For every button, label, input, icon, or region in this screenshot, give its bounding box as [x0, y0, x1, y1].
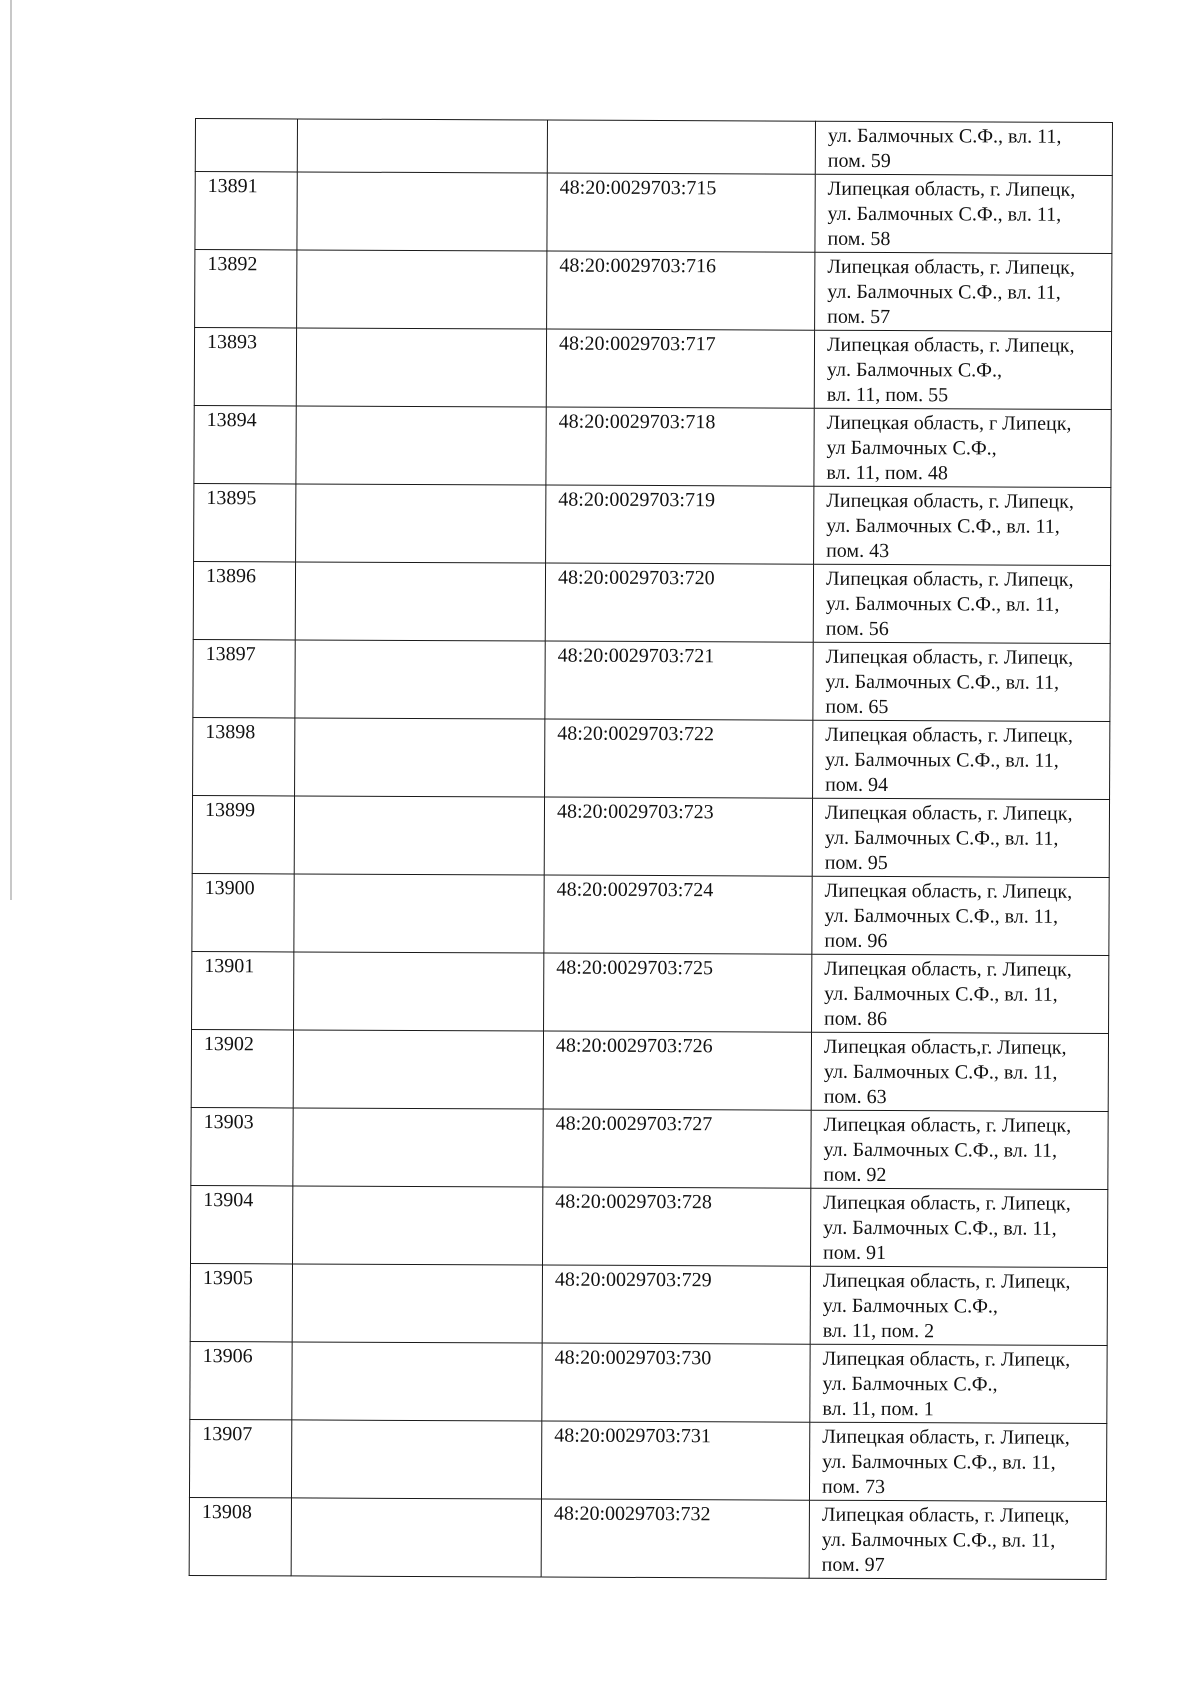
cadastral-number: 48:20:0029703:715 — [559, 176, 717, 200]
blank-cell — [295, 718, 545, 797]
table-row — [191, 1029, 1108, 1111]
address-line: Липецкая область, г. Липецк, — [823, 1113, 1072, 1137]
cadastral-number-cell — [542, 1265, 810, 1344]
cadastral-number-cell — [544, 797, 812, 876]
address-cell — [812, 876, 1109, 955]
cadastral-number: 48:20:0029703:718 — [558, 410, 716, 434]
address-cell — [812, 798, 1109, 877]
table-row — [195, 172, 1112, 254]
table-row — [194, 483, 1111, 565]
cadastral-number: 48:20:0029703:725 — [556, 956, 714, 980]
cadastral-number-cell — [547, 120, 815, 174]
address-line: Липецкая область, г. Липецк, — [827, 255, 1075, 279]
cadastral-number: 48:20:0029703:720 — [557, 566, 715, 590]
table-row — [193, 717, 1110, 799]
table-row — [192, 873, 1109, 955]
address-cell — [814, 408, 1111, 487]
address-line: Липецкая область, г. Липецк, — [825, 723, 1073, 747]
address-line: Липецкая область, г. Липецк, — [827, 177, 1076, 201]
address-line: Липецкая область, г. Липецк, — [822, 1269, 1071, 1293]
address-line: пом. 95 — [824, 851, 888, 875]
cadastral-number: 48:20:0029703:719 — [558, 488, 716, 512]
address-line: ул. Балмочных С.Ф., вл. 11, — [826, 514, 1060, 538]
blank-cell — [296, 406, 546, 485]
address-line: Липецкая область, г. Липецк, — [822, 1425, 1070, 1449]
address-line: Липецкая область, г. Липецк, — [824, 801, 1073, 825]
address-line: ул. Балмочных С.Ф., вл. 11, — [827, 280, 1061, 304]
cadastral-number: 48:20:0029703:732 — [553, 1502, 711, 1526]
record-number-cell: 13901 — [192, 951, 294, 1029]
record-number-cell: 13907 — [189, 1419, 291, 1497]
blank-cell — [292, 1342, 542, 1421]
cadastral-number-cell — [546, 407, 814, 486]
cadastral-number-cell — [545, 641, 813, 720]
address-line: ул. Балмочных С.Ф., вл. 11, — [824, 826, 1059, 850]
address-line: ул Балмочных С.Ф., — [826, 436, 997, 460]
address-line: Липецкая область, г. Липецк, — [825, 645, 1074, 669]
blank-cell — [297, 250, 547, 329]
cadastral-number-cell — [546, 329, 814, 408]
address-cell — [815, 174, 1112, 253]
address-line: Липецкая область, г. Липецк, — [824, 957, 1072, 981]
address-line: пом. 43 — [826, 539, 890, 563]
address-line: Липецкая область, г Липецк, — [826, 411, 1072, 435]
record-number-cell: 13898 — [193, 717, 295, 795]
cadastral-number-cell — [543, 1031, 811, 1110]
address-line: пом. 94 — [825, 773, 889, 797]
cadastral-number-cell — [547, 251, 815, 330]
address-line: ул. Балмочных С.Ф., вл. 11, — [825, 748, 1059, 772]
address-line: Липецкая область, г. Липецк, — [822, 1347, 1071, 1371]
address-line: ул. Балмочных С.Ф., вл. 11, — [823, 1216, 1057, 1240]
cadastral-number-cell — [541, 1421, 809, 1500]
cadastral-number: 48:20:0029703:716 — [559, 254, 717, 278]
address-line: пом. 65 — [825, 695, 889, 719]
cadastral-number-cell — [541, 1499, 809, 1578]
address-line: Липецкая область, г. Липецк, — [826, 489, 1074, 513]
property-register-table — [189, 118, 1113, 1580]
address-line: пом. 57 — [827, 305, 891, 329]
cadastral-number: 48:20:0029703:728 — [555, 1190, 712, 1214]
address-cell — [811, 1032, 1108, 1111]
address-line: вл. 11, пом. 1 — [822, 1397, 934, 1421]
address-line: пом. 91 — [823, 1241, 887, 1265]
table-row — [190, 1263, 1107, 1345]
blank-cell — [295, 640, 545, 719]
record-number-cell: 13891 — [195, 172, 297, 250]
cadastral-number: 48:20:0029703:731 — [554, 1424, 711, 1448]
cadastral-number: 48:20:0029703:722 — [557, 722, 715, 746]
table-row — [193, 561, 1110, 643]
record-number-cell: 13899 — [192, 795, 294, 873]
address-line: ул. Балмочных С.Ф., вл. 11, — [821, 1528, 1056, 1552]
record-number-cell: 13905 — [190, 1263, 292, 1341]
record-number-cell: 13897 — [193, 639, 295, 717]
address-line: ул. Балмочных С.Ф., — [822, 1372, 998, 1396]
address-line: Липецкая область, г. Липецк, — [821, 1503, 1070, 1527]
cadastral-number: 48:20:0029703:724 — [556, 878, 714, 902]
cadastral-number-cell — [547, 173, 815, 252]
address-line: вл. 11, пом. 2 — [822, 1319, 935, 1343]
address-cell — [815, 252, 1112, 331]
cadastral-number: 48:20:0029703:717 — [558, 332, 716, 356]
cadastral-number: 48:20:0029703:726 — [555, 1034, 713, 1058]
record-number-cell: 13904 — [191, 1185, 293, 1263]
address-cell — [813, 642, 1110, 721]
cadastral-number: 48:20:0029703:727 — [555, 1112, 713, 1136]
address-cell — [811, 1110, 1108, 1189]
cadastral-number-cell — [546, 485, 814, 564]
record-number-cell: 13906 — [190, 1341, 292, 1419]
blank-cell — [294, 952, 544, 1031]
address-line: ул. Балмочных С.Ф., вл. 11, — [825, 592, 1060, 616]
address-line: ул. Балмочных С.Ф., вл. 11, — [824, 982, 1058, 1006]
record-number-cell: 13902 — [191, 1029, 293, 1107]
address-cell — [815, 121, 1112, 175]
cadastral-number-cell — [544, 875, 812, 954]
address-line: ул. Балмочных С.Ф., вл. 11, — [824, 904, 1059, 928]
blank-cell — [294, 874, 544, 953]
address-line: пом. 73 — [821, 1475, 886, 1499]
cadastral-number: 48:20:0029703:721 — [557, 644, 715, 668]
cadastral-number-cell — [542, 1187, 810, 1266]
address-cell — [810, 1344, 1107, 1423]
address-line: ул. Балмочных С.Ф., вл. 11, — [827, 124, 1062, 148]
address-line: Липецкая область, г. Липецк, — [825, 567, 1074, 591]
blank-cell — [291, 1420, 541, 1499]
address-cell — [814, 330, 1111, 409]
address-cell — [813, 720, 1110, 799]
address-line: ул. Балмочных С.Ф., вл. 11, — [822, 1450, 1056, 1474]
address-line: ул. Балмочных С.Ф., — [822, 1294, 998, 1318]
address-line: ул. Балмочных С.Ф., вл. 11, — [827, 202, 1062, 226]
cadastral-number — [560, 123, 805, 124]
address-line: вл. 11, пом. 55 — [826, 383, 949, 407]
blank-cell — [296, 484, 546, 563]
address-cell — [813, 564, 1110, 643]
record-number-cell: 13894 — [194, 405, 296, 483]
blank-cell — [297, 172, 547, 251]
table-row — [193, 639, 1110, 721]
address-line: ул. Балмочных С.Ф., вл. 11, — [823, 1060, 1058, 1084]
blank-cell — [296, 328, 546, 407]
table-row — [189, 1497, 1106, 1579]
cadastral-number: 48:20:0029703:729 — [554, 1268, 712, 1292]
address-line: ул. Балмочных С.Ф., вл. 11, — [825, 670, 1060, 694]
address-cell — [812, 954, 1109, 1033]
address-line: пом. 96 — [824, 929, 888, 953]
address-line: пом. 97 — [821, 1553, 885, 1577]
record-number-cell: 13900 — [192, 873, 294, 951]
record-number-cell: 13893 — [194, 328, 296, 406]
address-cell — [809, 1500, 1106, 1579]
record-number-cell: 13892 — [195, 250, 297, 328]
record-number-cell — [195, 119, 297, 172]
scan-edge-line — [10, 0, 12, 900]
address-cell — [810, 1266, 1107, 1345]
address-cell — [814, 486, 1111, 565]
address-line: пом. 56 — [825, 617, 889, 641]
record-number-cell: 13903 — [191, 1107, 293, 1185]
address-line: пом. 92 — [823, 1163, 887, 1187]
blank-cell — [294, 796, 544, 875]
cadastral-number-cell — [544, 953, 812, 1032]
address-line: пом. 59 — [827, 149, 891, 173]
blank-cell — [292, 1264, 542, 1343]
address-line: пом. 63 — [823, 1085, 887, 1109]
blank-cell — [295, 562, 545, 641]
cadastral-number: 48:20:0029703:730 — [554, 1346, 712, 1370]
register-table-body — [189, 119, 1112, 1580]
record-number-cell: 13895 — [194, 483, 296, 561]
address-line: ул. Балмочных С.Ф., — [826, 358, 1003, 382]
cadastral-number-cell — [545, 719, 813, 798]
address-line: Липецкая область,г. Липецк, — [823, 1035, 1067, 1059]
address-cell — [810, 1188, 1107, 1267]
address-line: вл. 11, пом. 48 — [826, 461, 948, 485]
table-row — [194, 405, 1111, 487]
table-row — [192, 951, 1109, 1033]
table-row — [191, 1185, 1108, 1267]
blank-cell — [297, 119, 547, 173]
blank-cell — [293, 1108, 543, 1187]
record-number-cell: 13896 — [193, 561, 295, 639]
cadastral-number-cell — [545, 563, 813, 642]
address-line: пом. 86 — [824, 1007, 888, 1031]
blank-cell — [291, 1498, 541, 1577]
table-row — [191, 1107, 1108, 1189]
table-row — [194, 328, 1111, 410]
address-line: Липецкая область, г. Липецк, — [826, 333, 1075, 357]
table-row — [195, 250, 1112, 332]
cadastral-number-cell — [542, 1343, 810, 1422]
cadastral-number: 48:20:0029703:723 — [556, 800, 714, 824]
address-line: Липецкая область, г. Липецк, — [824, 879, 1073, 903]
blank-cell — [293, 1030, 543, 1109]
address-cell — [809, 1422, 1106, 1501]
address-line: пом. 58 — [827, 227, 891, 251]
table-row — [195, 119, 1112, 176]
blank-cell — [293, 1186, 543, 1265]
table-row — [192, 795, 1109, 877]
address-line: ул. Балмочных С.Ф., вл. 11, — [823, 1138, 1058, 1162]
address-line: Липецкая область, г. Липецк, — [823, 1191, 1071, 1215]
table-row — [189, 1419, 1106, 1501]
record-number-cell: 13908 — [189, 1497, 291, 1575]
table-row — [190, 1341, 1107, 1423]
cadastral-number-cell — [543, 1109, 811, 1188]
